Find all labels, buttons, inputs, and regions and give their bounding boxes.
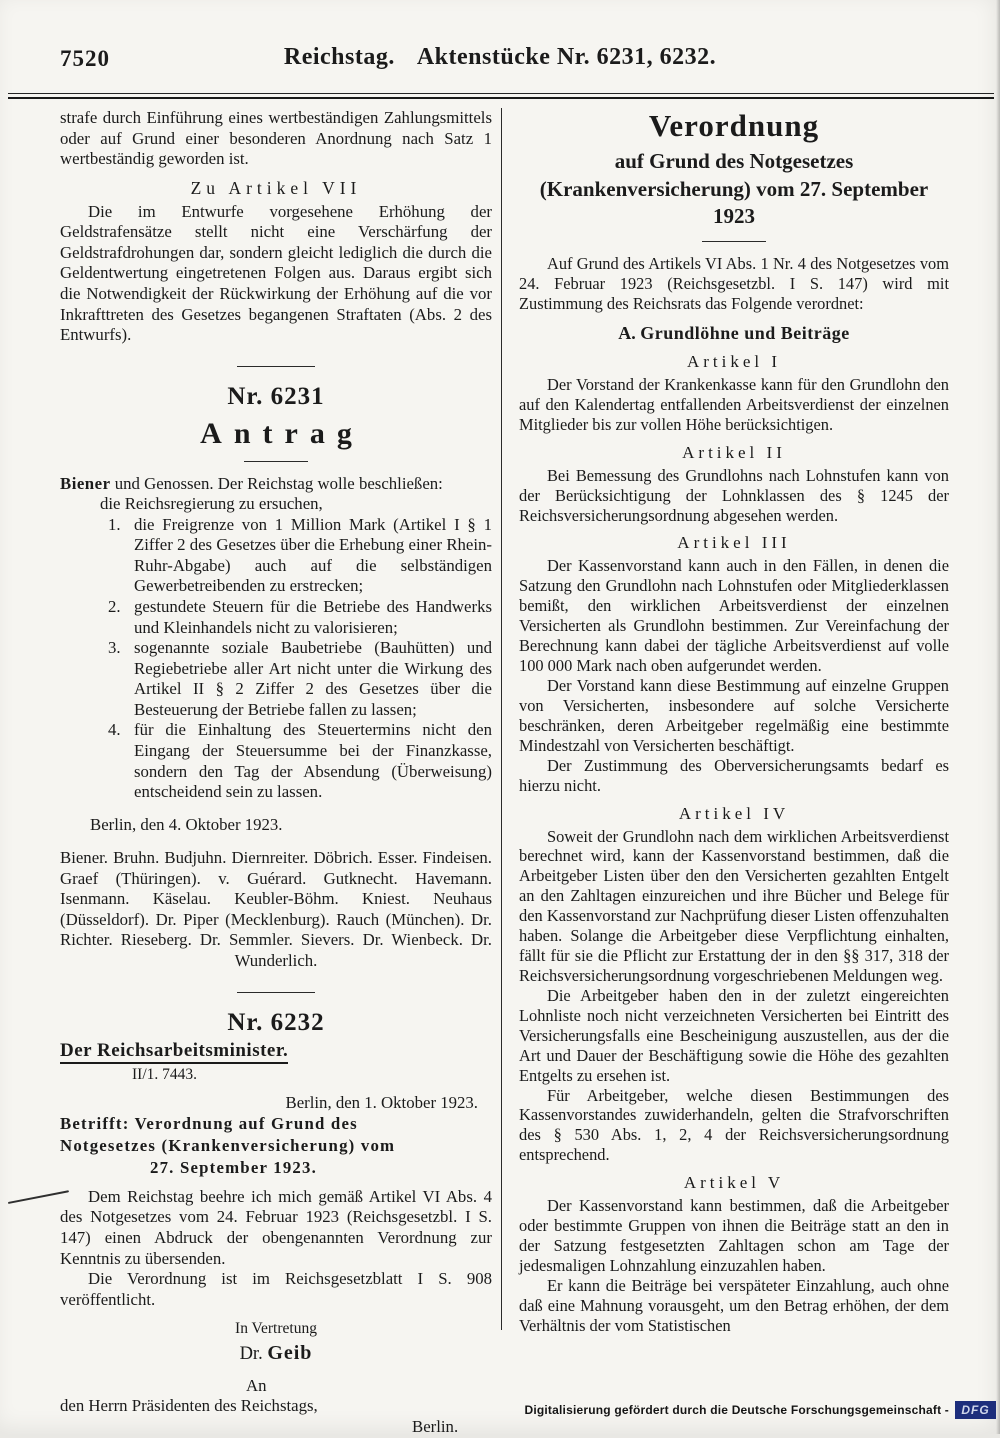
scan-page-edge [996,0,1000,1434]
in-vertretung-line: In Vertretung [235,1320,317,1338]
section-a-heading [519,323,949,344]
list-item [60,597,492,638]
request-intro: die Reichsregierung zu ersuchen, [100,494,323,514]
signature-prefix: Dr. [239,1344,268,1365]
artikel-heading: Artikel IV [678,803,790,823]
artikel-paragraph: Der Zustimmung des Oberversicherungsamts bedarf es hierzu nicht. [519,755,949,795]
digitization-footer [524,1401,996,1419]
title-divider-rule [244,461,308,462]
digitization-credit-text: Digitalisierung gefördert durch die Deutsche Forschungsgemeinschaft - [524,1403,949,1417]
sender-line [60,1039,492,1062]
running-title-right: Aktenstücke Nr. 6231, 6232. [416,44,717,70]
file-reference: II/1. 7443. [132,1065,198,1083]
list-item-text: sogenannte soziale Baubetriebe (Bauhütten) und Regiebetriebe aller Art nicht unter die Wirkung des Artikel II § 2 Ziffer 2 des Gesetzes über die Besteuerung der Betriebe fallen zu lassen; [134,638,492,719]
running-title-left: Reichstag. [283,44,395,70]
preamble-paragraph: Auf Grund des Artikels VI Abs. 1 Nr. 4 des Notgesetzes vom 24. Februar 1923 (Reichsgesetzbl. I S. 147) wird mit Zustimmung des Reichsrats das Folgende verordnet: [519,254,949,313]
column-divider-rule [501,108,502,1330]
signature-name: Geib [267,1342,313,1365]
artikel-paragraph: Die Arbeitgeber haben den in der zuletzt eingereichten Lohnliste noch nicht verzeichneten Versicherten bei Eintritt des Versicherungsfalls eine Bescheinigung auszustellen, aus der die Art und Dauer der Beschäftigung sowie die Höhe des gezahlten Entgelts zu ersehen ist. [519,985,949,1085]
running-title [60,44,940,71]
letter-body-paragraph: Die Verordnung ist im Reichsgesetzblatt I S. 908 veröffentlicht. [60,1269,492,1309]
zu-artikel-vii-heading: Zu Artikel VII [190,177,362,198]
signatories-list: Biener. Bruhn. Budjuhn. Diernreiter. Döbrich. Esser. Findeisen. Graef (Thüringen). v. Guérard. Gutknecht. Havemann. Isenmann. Käselau. Keubler-Böhm. Kniest. Neuhaus (Düsseldorf). Dr. Piper (Mecklenburg). Rauch (München). Dr. Richter. Rieseberg. Dr. Semmler. Sievers. Dr. Wienbeck. Dr. Wunderlich. [60,848,492,970]
list-item-text: für die Einhaltung des Steuertermins nicht den Eingang der Steuersumme bei der Finanzkasse, sondern den Tag der Absendung (Überweisung) entscheidend sein zu lassen. [134,720,492,802]
right-column [519,108,949,1340]
list-item-number: 3. [108,638,121,658]
subject-line-2: Notgesetzes (Krankenversicherung) vom [60,1136,396,1156]
section-divider-rule [237,992,315,993]
subject-line-3: 27. September 1923. [150,1158,317,1178]
list-item-number: 2. [108,597,121,616]
artikel-heading: Artikel III [677,533,791,553]
dfg-logo: DFG [955,1401,996,1419]
artikel-paragraph: Er kann die Beiträge bei verspäteter Einzahlung, auch ohne daß eine Mahnung vorausgeht, um den Betrag erhöhen, der dem Verhältnis der vom Statistischen [519,1275,949,1335]
antrag-title: Antrag [200,416,364,450]
artikel-paragraph: Der Kassenvorstand kann auch in den Fällen, in denen die Satzung den Grundlohn nach Lohnstufen oder Mitgliederklassen bemißt, den wirklichen Arbeitsverdienst der einzelnen Versicherten als Grundlohn bestimmen. Zur Vereinfachung der Berechnung kann dabei der tägliche Arbeitsverdienst auf volle 100 000 Mark nach oben aufgerundet werden. [519,556,949,676]
list-item-text: die Freigrenze von 1 Million Mark (Artikel I § 1 Ziffer 2 des Gesetzes über die Erhebung einer Rhein-Ruhr-Abgabe) auch auf die selbständigen Gewerbetreibenden zu erstrecken; [134,514,492,596]
page-header [60,42,940,82]
letter-body-paragraph: Dem Reichstag beehre ich mich gemäß Artikel VI Abs. 4 des Notgesetzes vom 24. Februar 1923 (Reichsgesetzbl. I S. 147) einen Abdruck der obengenannten Verordnung zur Kenntnis zu übersenden. [60,1186,492,1268]
list-item-number: 1. [108,514,121,534]
verordnung-title: Verordnung [648,108,820,143]
address-an: An [246,1375,267,1395]
subject-line-1: Betrifft: Verordnung auf Grund des [60,1114,358,1134]
artikel-paragraph: Soweit der Grundlohn nach dem wirklichen Arbeitsverdienst berechnet wird, kann der Kassenvorstand bestimmen, daß die Arbeitgeber Listen über den den Versicherten gezahlten Entgelt an den Zahltagen einzureichen und ihre Bücher und Belege für den Kassenvorstand zur Nachprüfung dieser Listen offenzuhalten haben. Solange die Arbeitgeber diese Verpflichtung einhalten, fällt für sie die Pflicht zur Erstattung der in den §§ 317, 318 der Reichsversicherungsordnung vorgeschriebenen Meldungen weg. [519,826,949,985]
list-item [60,638,492,720]
zu-artikel-vii-paragraph: Die im Entwurfe vorgesehene Erhöhung der Geldstrafensätze stellt nicht eine Verschärfung der Geldstrafdrohungen dar, sondern gleicht lediglich die durch die Geldentwertung eingetretenen Folgen aus. Daraus ergibt sich die Notwendigkeit der Rückwirkung der Erhöhung auf die vor Inkrafttreten des Gesetzes begangenen Straftaten (Abs. 2 des Entwurfs). [60,201,492,345]
left-column [60,108,492,1436]
artikel-paragraph: Für Arbeitgeber, welche diesen Bestimmungen des Kassenvorstandes zuwiderhandeln, gelten die Strafvorschriften des § 530 Abs. 1, 2, 4 der Reichsversicherungsordnung entsprechend. [519,1085,949,1165]
artikel-heading: Artikel II [682,442,786,462]
mover-name: Biener [60,473,111,493]
header-double-rule [8,93,994,99]
section-a-prefix: A. [618,322,636,343]
mover-paragraph [60,474,492,495]
list-item-number: 4. [108,720,121,740]
list-item [60,720,492,802]
list-item [60,515,492,597]
document-number-6232: Nr. 6232 [227,1008,325,1036]
mover-rest: und Genossen. Der Reichstag wolle beschließen: [110,473,443,493]
sender-name: Der Reichsarbeitsminister. [60,1040,288,1064]
section-a-title: Grundlöhne und Beiträge [640,322,850,343]
artikel-paragraph: Der Kassenvorstand kann bestimmen, daß die Arbeitgeber oder bestimmte Gruppen von ihnen die Beiträge statt an den in der Satzung festgesetzten Zahltagen schon am Tage der jedesmaligen Lohnzahlung einzuzahlen haben. [519,1196,949,1275]
document-number-6231: Nr. 6231 [227,382,325,410]
artikel-heading: Artikel V [683,1173,785,1193]
antrag-date-line: Berlin, den 4. Oktober 1923. [90,814,283,834]
section-divider-rule [237,366,315,367]
verordnung-subtitle: auf Grund des Notgesetzes (Krankenversicherung) vom 27. September 1923 [539,149,929,229]
page-number: 7520 [60,46,110,71]
artikel-paragraph: Bei Bemessung des Grundlohns nach Lohnstufen kann von der Berücksichtigung der Lohnklassen des § 1245 der Reichsversicherungsordnung abgesehen werden. [519,465,949,525]
address-line: Berlin. [412,1417,459,1436]
title-divider-rule [702,241,766,242]
signature-line [60,1341,492,1366]
letter-date-line: Berlin, den 1. Oktober 1923. [285,1092,478,1112]
artikel-heading: Artikel I [686,351,782,371]
continuation-paragraph: strafe durch Einführung eines wertbeständigen Zahlungsmittels oder auf Grund einer besonderen Anordnung nach Satz 1 wertbeständig geworden ist. [60,108,492,169]
address-line: den Herrn Präsidenten des Reichstags, [60,1396,318,1416]
artikel-paragraph: Der Vorstand kann diese Bestimmung auf einzelne Gruppen von Versicherten, insbesondere auf solche Versicherte beschränken, deren Arbeitgeber regelmäßig eine bestimmte Mindestzahl von Versicherten beschäftigt. [519,675,949,755]
list-item-text: gestundete Steuern für die Betriebe des Handwerks und Kleinhandels nicht zu valorisieren; [134,597,492,637]
artikel-paragraph: Der Vorstand der Krankenkasse kann für den Grundlohn den auf den Kalendertag entfallenden Arbeitsverdienst der einzelnen Mitglieder bis zur vollen Höhe berücksichtigen. [519,374,949,434]
